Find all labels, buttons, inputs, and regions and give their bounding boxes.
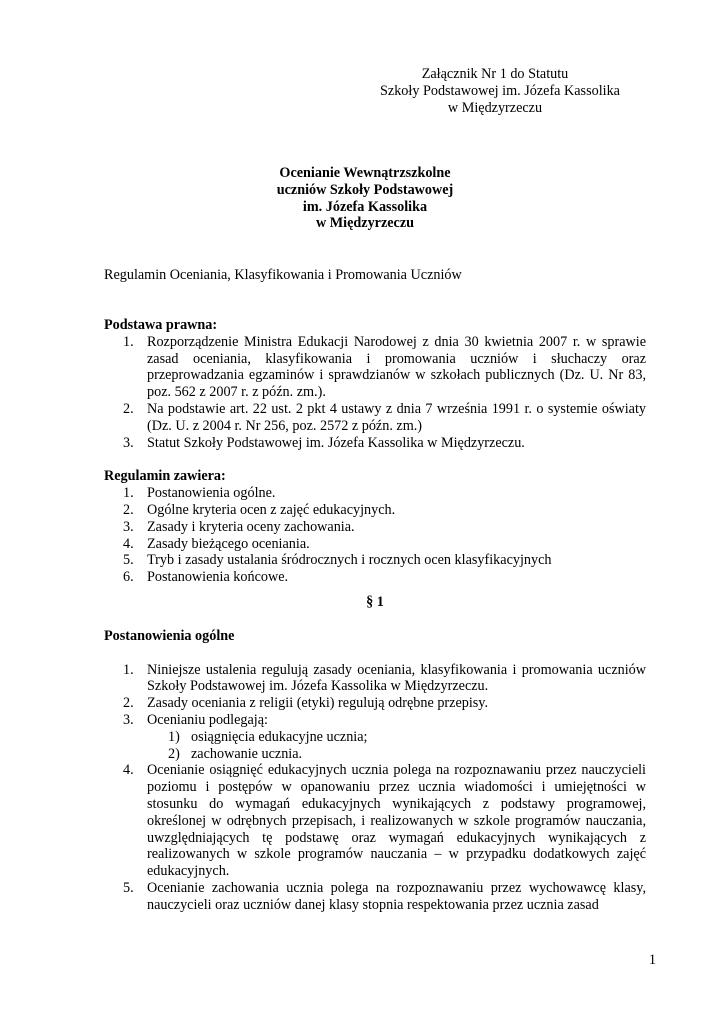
sub-list [147, 729, 646, 763]
list-item-text: Zasady oceniania z religii (etyki) regulują odrębne przepisy. [147, 695, 489, 712]
list-item: 3. Zasady i kryteria oceny zachowania. [123, 518, 355, 535]
title-line: im. Józefa Kassolika [302, 198, 428, 215]
annex-note [380, 66, 620, 116]
list-item: 3. Statut Szkoły Podstawowej im. Józefa Kassolika w Międzyrzeczu. [123, 434, 525, 451]
regulation-title: Regulamin Oceniania, Klasyfikowania i Promowania Uczniów [104, 267, 462, 283]
general-provisions-heading: Postanowienia ogólne [104, 627, 235, 644]
list-item: 5. Ocenianie zachowania ucznia polega na rozpoznawaniu przez wychowawcę klasy, nauczycieli oraz uczniów danej klasy stopnia respektowania przez ucznia zasad [123, 879, 646, 913]
page-number: 1 [648, 952, 656, 968]
list-item-text: Tryb i zasady ustalania śródrocznych i rocznych ocen klasyfikacyjnych [147, 552, 552, 569]
list-item: 4. Ocenianie osiągnięć edukacyjnych ucznia polega na rozpoznawaniu przez nauczycieli poziomu i postępów w opanowaniu przez ucznia wiadomości i umiejętności w stosunku do wymagań edukacyjnych wynikających z podstawy programowej, określonej w odrębnych przepisach, i realizowanych w szkole programów nauczania, uwzględniających tę podstawę oraz wymagań edukacyjnych wynikających z realizowanych w szkole programów nauczania – w przypadku dodatkowych zajęć edukacyjnych. [123, 762, 646, 880]
title-line: w Międzyrzeczu [315, 215, 415, 232]
list-item: 5. Tryb i zasady ustalania śródrocznych i rocznych ocen klasyfikacyjnych [123, 552, 552, 569]
list-item: 1. Rozporządzenie Ministra Edukacji Narodowej z dnia 30 kwietnia 2007 r. w sprawie zasad oceniania, klasyfikowania i promowania uczniów i słuchaczy oraz przeprowadzania egzaminów i sprawdzianów w szkołach publicznych (Dz. U. Nr 83, poz. 562 z 2007 r. z późn. zm.). [123, 333, 646, 401]
list-item: 2. Na podstawie art. 22 ust. 2 pkt 4 ustawy z dnia 7 września 1991 r. o systemie oświaty (Dz. U. z 2004 r. Nr 256, poz. 2572 z późn. zm.) [123, 400, 646, 434]
contents-list [104, 485, 646, 586]
list-item: 1. Postanowienia ogólne. [123, 485, 276, 502]
general-provisions-list [104, 662, 646, 914]
legal-basis-list [104, 334, 646, 452]
annex-line: Załącznik Nr 1 do Statutu [421, 66, 569, 82]
sub-list-item: 1) osiągnięcia edukacyjne ucznia; [168, 728, 368, 745]
document-title [220, 165, 510, 232]
list-item-text: Ogólne kryteria ocen z zajęć edukacyjnych. [147, 501, 396, 518]
list-item-text: Na podstawie art. 22 ust. 2 pkt 4 ustawy z dnia 7 września 1991 r. o systemie oświaty (Dz. U. z 2004 r. Nr 256, poz. 2572 z późn. zm.) [147, 400, 646, 434]
sub-list-item-text: osiągnięcia edukacyjne ucznia; [191, 728, 368, 745]
list-item: 4. Zasady bieżącego oceniania. [123, 535, 310, 552]
list-item: 1. Niniejsze ustalenia regulują zasady oceniania, klasyfikowania i promowania uczniów Szkoły Podstawowej im. Józefa Kassolika w Międzyrzeczu. [123, 661, 646, 695]
list-item-text: Ocenianie zachowania ucznia polega na rozpoznawaniu przez wychowawcę klasy, nauczycieli oraz uczniów danej klasy stopnia respektowania przez ucznia zasad [147, 879, 646, 913]
annex-line: w Międzyrzeczu [447, 99, 543, 116]
list-item-text: Postanowienia ogólne. [147, 485, 276, 502]
list-item-text: Niniejsze ustalenia regulują zasady oceniania, klasyfikowania i promowania uczniów Szkoły Podstawowej im. Józefa Kassolika w Międzyrzeczu. [147, 661, 646, 695]
list-item-text: Postanowienia końcowe. [147, 569, 289, 586]
legal-basis-heading: Podstawa prawna: [104, 317, 218, 333]
list-item: 3. Ocenianiu podlegają: 1) osiągnięcia edukacyjne ucznia; 2) zachowanie ucznia. [104, 712, 646, 762]
list-item-text: Ocenianie osiągnięć edukacyjnych ucznia polega na rozpoznawaniu przez nauczycieli poziomu i postępów w opanowaniu przez ucznia wiadomości i umiejętności w stosunku do wymagań edukacyjnych wynikających z podstawy programowej, określonej w odrębnych przepisach, i realizowanych w szkole programów nauczania, uwzględniających tę podstawę oraz wymagań edukacyjnych wynikających z realizowanych w szkole programów nauczania – w przypadku dodatkowych zajęć edukacyjnych. [147, 762, 646, 880]
title-line: uczniów Szkoły Podstawowej [276, 181, 454, 198]
list-item: 6. Postanowienia końcowe. [123, 569, 289, 586]
list-item-text: Statut Szkoły Podstawowej im. Józefa Kassolika w Międzyrzeczu. [147, 434, 525, 451]
sub-list-item: 2) zachowanie ucznia. [168, 745, 303, 762]
list-item: 2. Zasady oceniania z religii (etyki) regulują odrębne przepisy. [123, 695, 489, 712]
list-item: 2. Ogólne kryteria ocen z zajęć edukacyjnych. [123, 501, 396, 518]
document-body [104, 317, 646, 914]
sub-list-item-text: zachowanie ucznia. [191, 745, 303, 762]
list-item-text: Rozporządzenie Ministra Edukacji Narodowej z dnia 30 kwietnia 2007 r. w sprawie zasad oceniania, klasyfikowania i promowania uczniów i słuchaczy oraz przeprowadzania egzaminów i sprawdzianów w szkołach publicznych (Dz. U. Nr 83, poz. 562 z 2007 r. z późn. zm.). [147, 333, 646, 401]
annex-line: Szkoły Podstawowej im. Józefa Kassolika [380, 82, 620, 99]
list-item-text: Zasady i kryteria oceny zachowania. [147, 518, 355, 535]
contents-heading: Regulamin zawiera: [104, 468, 226, 485]
list-item-text: Ocenianiu podlegają: [147, 711, 268, 728]
list-item-text: Zasady bieżącego oceniania. [147, 535, 310, 552]
title-line: Ocenianie Wewnątrzszkolne [279, 165, 451, 181]
section-sign: § 1 [366, 593, 384, 610]
